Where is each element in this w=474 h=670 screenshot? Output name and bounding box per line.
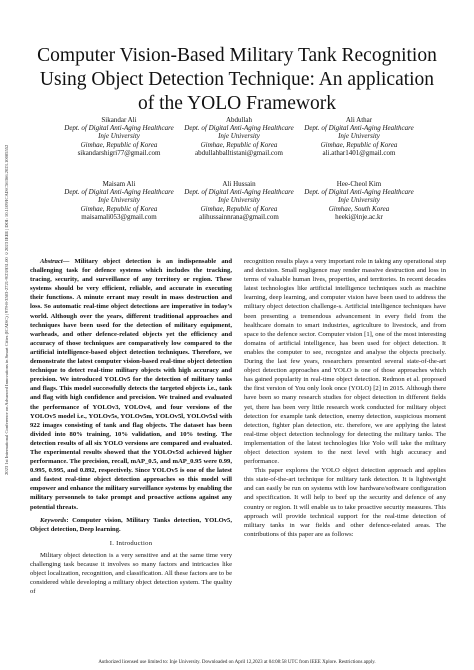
- author-email[interactable]: ali.athar1401@gmail.com: [322, 148, 396, 157]
- author-name: Ali Athar: [345, 116, 373, 124]
- author-card: [54, 116, 184, 157]
- author-name: Hee-Cheol Kim: [336, 180, 382, 188]
- author-location: Gimhae, Republic of Korea: [320, 140, 398, 149]
- author-dept: Dept. of Digital Anti-Aging Healthcare: [184, 188, 294, 197]
- author-university: Inje University: [98, 196, 140, 205]
- author-email[interactable]: maisamali053@gmail.com: [81, 212, 157, 221]
- author-location: Gimhae, South Korea: [328, 204, 390, 213]
- author-name: Ali Hussain: [222, 180, 256, 188]
- author-university: Inje University: [98, 132, 140, 141]
- author-dept: Dept. of Digital Anti-Aging Healthcare: [304, 188, 414, 197]
- author-university: Inje University: [338, 132, 380, 141]
- license-footer: Authorized licensed use limited to: Inje University. Downloaded on April 12,2023 at 04:08:58 UTC from IEEE Xplore. Restrictions apply.: [98, 660, 376, 665]
- right-column: [244, 257, 446, 659]
- author-location: Gimhae, Republic of Korea: [200, 140, 278, 149]
- keywords: [30, 516, 232, 534]
- author-email[interactable]: abdullahballtistani@gmail.com: [195, 148, 283, 157]
- body-paragraph: This paper explores the YOLO object detection approach and applies this state-of-the-art technique for military tank detection. It is lightweight and can easily be run on systems with low hardware/software configuration and specification. It will help to beef up the security and defence of any country or region. It will enable us to take proactive security measures. This approach will provide technical support for the real-time detection of military tanks in war fields and other defence-related areas. The contributions of this paper are as follows:: [244, 467, 446, 538]
- intro-paragraph: Military object detection is a very sensitive and at the same time very challenging task because it involves so many factors and intricacies like object localization, recognition, and classification. All these factors are to be considered while developing a military object detection system. The quality of: [30, 551, 232, 596]
- abstract: [30, 257, 232, 512]
- author-location: Gimhae, Republic of Korea: [80, 140, 158, 149]
- author-card: [294, 180, 424, 221]
- author-dept: Dept. of Digital Anti-Aging Healthcare: [184, 124, 294, 133]
- section-heading: I. Introduction: [109, 539, 153, 547]
- author-email[interactable]: sikandarshigri77@gmail.com: [77, 148, 161, 157]
- author-name: Sikandar Ali: [101, 116, 137, 124]
- author-card: [174, 180, 304, 221]
- author-email[interactable]: alihussainnrana@gmail.com: [199, 212, 279, 221]
- author-location: Gimhae, Republic of Korea: [80, 204, 158, 213]
- conference-side-text: 2023 1st International Conference on Advanced Innovations in Smart Cities (ICAISC) | 979-8-3503-2721-9/23/$31.00 ©2023 IEEE | DOI: 10.1109/ICAISC56366.2023.10085552: [4, 144, 9, 476]
- paper-title: Computer Vision-Based Military Tank Recognition Using Object Detection Technique: An application of the YOLO Framework: [37, 45, 437, 114]
- author-name: Maisam Ali: [102, 180, 136, 188]
- author-card: [294, 116, 424, 157]
- left-column: [30, 257, 232, 659]
- author-card: [174, 116, 304, 157]
- author-dept: Dept. of Digital Anti-Aging Healthcare: [64, 188, 174, 197]
- author-university: Inje University: [218, 196, 260, 205]
- author-university: Inje University: [218, 132, 260, 141]
- keywords-text: : Computer vision, Military Tanks detection, YOLOv5, Object detection, Deep learning.: [30, 516, 232, 533]
- keywords-label: Keywords: [40, 516, 67, 524]
- author-dept: Dept. of Digital Anti-Aging Healthcare: [64, 124, 174, 133]
- author-university: Inje University: [338, 196, 380, 205]
- author-location: Gimhae, Republic of Korea: [200, 204, 278, 213]
- abstract-text: — Military object detection is an indispensable and challenging task for defence systems which includes the tracking, tracing, security, and surveillance of any territory or region. These systems should be very efficient, reliable, and accurate in executing their functions. A minute errant may result in mass destruction and loss. So automatic real-time object detections are imperative in today’s world. Although over the years, different traditional approaches and techniques have been used for the detection of military equipment, warheads, and other defence-related objects yet the efficiency and accuracy of those techniques are comparatively low compared to the artificial intelligence-based object detection techniques. Therefore, we demonstrate the latest computer vision-based real-time object detection technique to detect real-time military objects with high accuracy and precision. We introduced YOLOv5 for the detection of military tanks and flags. This model successfully detects the targeted objects i.e., tank and flag with high confidence and precision. We trained and evaluated the performance of YOLOv3, YOLOv4, and four versions of the YOLOv5 model i.e., YOLOv5s, YOLOv5m, YOLOv5l, YOLOv5xl with 922 images consisting of tank and flag objects. The dataset has been divided into 80% training, 10% validation, and 10% testing. The detection results of all six YOLO versions are compared and evaluated. The experimental results showed that the YOLOv5xl achieved higher performance. The precision, recall, mAP_0.5, and mAP_0.95 were 0.99, 0.995, 0.995, and 0.892, respectively. Since YOLOv5 is one of the latest and fastest real-time object detection approaches so this model will empower and enhance the military surveillance systems by enabling the military personnels to take prompt and proactive actions against any potential threats.: [30, 258, 232, 511]
- author-email[interactable]: heeki@inje.ac.kr: [335, 212, 383, 221]
- body-paragraph: recognition results plays a very important role in taking any operational step and decision. Small negligence may render massive destruction and loss in terms of valuable human lives, properties, and territories. In recent decades latest technologies like artificial intelligence techniques such as machine learning, deep learning, and computer vision have been used to address the military object detection challenge-s. Artificial intelligence techniques have been presenting a tremendous advancement in every field from the healthcare domain to smart industries, agriculture to livestock, and from space to the defence sector. Computer vision [1], one of the most interesting domains of artificial intelligence, has been used for object detection. It enables the computer to see, recognize and analyse the objects precisely. During the last few years, researchers presented several state-of-the-art object detection approaches and YOLO is one of those approaches which has gained popularity in real-time object detection. Redmon et al. proposed the first version of You only look once (YOLO) [2] in 2015. Although there have been so many research studies for object detection in different fields yet, there has been very little research work conducted for military object detection for example tank detection, enemy detection, suspicious moment detection, fighter plan detection, etc. therefore, we are applying the latest real-time object detection technology for detecting the military tanks. The implementation of the latest technologies like Yolo will take the military object detection system to the next level with high accuracy and performance.: [244, 258, 446, 466]
- author-name: Abdullah: [225, 116, 253, 124]
- abstract-label: Abstract: [40, 258, 63, 265]
- author-dept: Dept. of Digital Anti-Aging Healthcare: [304, 124, 414, 133]
- author-card: [54, 180, 184, 221]
